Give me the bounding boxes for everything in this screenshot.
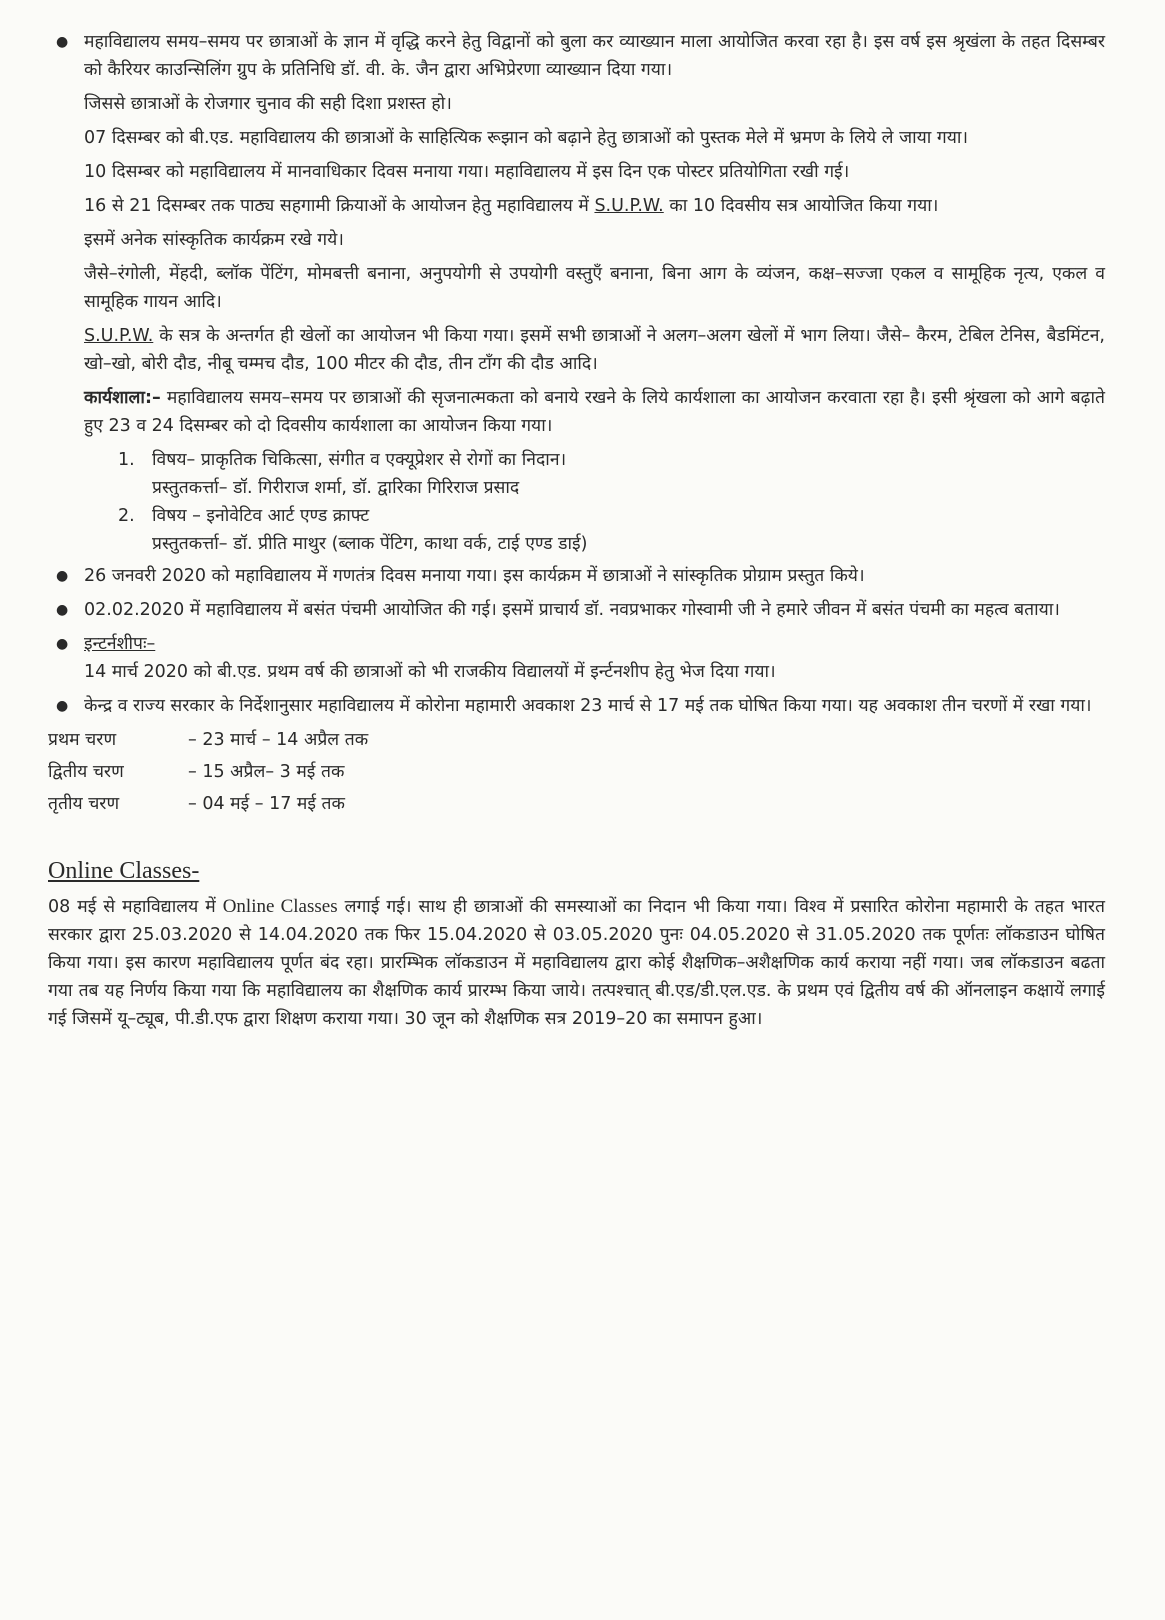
activities-list-para: जैसे–रंगोली, मेंहदी, ब्लॉक पेंटिंग, मोमबत्ती बनाना, अनुपयोगी से उपयोगी वस्तुएँ बनाना, बिना आग के व्यंजन, कक्ष–सज्जा एकल व सामूहिक नृत्य, एकल व सामूहिक गायन आदि।: [84, 264, 1105, 312]
phase-range: – 04 मई – 17 मई तक: [188, 794, 345, 814]
leave-phase-table: [48, 726, 368, 822]
workshop-list: [118, 446, 1105, 558]
phase-name: द्वितीय चरण: [48, 762, 124, 782]
online-classes-para: [48, 893, 1105, 1033]
cultural-programs-line: इसमें अनेक सांस्कृतिक कार्यक्रम रखे गये।: [84, 230, 344, 250]
workshop-presenter: प्रस्तुतकर्त्ता– डॉ. गिरीराज शर्मा, डॉ. द्वारिका गिरिराज प्रसाद: [152, 478, 520, 498]
corona-leave-para: ● केन्द्र व राज्य सरकार के निर्देशानुसार महाविद्यालय में कोरोना महामारी अवकाश 23 मार्च से 17 मई तक घोषित किया गया। यह अवकाश तीन चरणों में रखा गया।: [48, 692, 1105, 720]
phase-range: – 23 मार्च – 14 अप्रैल तक: [188, 730, 369, 750]
sports-text: के सत्र के अन्तर्गत ही खेलों का आयोजन भी किया गया। इसमें सभी छात्राओं ने अलग–अलग खेलों में भाग लिया। जैसे– कैरम, टेबिल टेनिस, बैडमिंटन, खो–खो, बोरी दौड, नीबू चम्मच दौड, 100 मीटर की दौड, तीन टाँग की दौड आदि।: [84, 326, 1105, 374]
online-text-c: लगाई गई। साथ ही छात्राओं की समस्याओं का निदान भी किया गया। विश्व में प्रसारित कोरोना महामारी के तहत भारत सरकार द्वारा 25.03.2020 से 14.04.2020 तक फिर 15.04.2020 से 03.05.2020 पुनः 04.05.2020 से 31.05.2020 तक पूर्णतः लॉकडाउन घोषित किया गया। इस कारण महाविद्यालय पूर्णत बंद रहा। प्रारम्भिक लॉकडाउन में महाविद्यालय द्वारा कोई शैक्षणिक–अशैक्षणिक कार्य कराया नहीं गया। जब लॉकडाउन बढता गया तब यह निर्णय किया गया कि महाविद्यालय का शैक्षणिक कार्य प्रारम्भ किया जाये। तत्पश्चात् बी.एड/डी.एल.एड. के प्रथम एवं द्वितीय वर्ष की ऑनलाइन कक्षायें लगाई गई जिसमें यू–ट्यूब, पी.डी.एफ द्वारा शिक्षण कराया गया। 30 जून को शैक्षणिक सत्र 2019–20 का समापन हुआ।: [48, 897, 1105, 1029]
workshop-item-2: [118, 502, 1105, 558]
phase-row: [48, 758, 368, 790]
sports-para: [48, 322, 1105, 378]
supw-session-para: [48, 192, 1105, 220]
online-classes-heading: Online Classes-: [48, 858, 200, 884]
workshop-text: महाविद्यालय समय–समय पर छात्राओं की सृजनात्मकता को बनाये रखने के लिये कार्यशाला का आयोजन करवाता रहा है। इसी श्रृंखला को आगे बढ़ाते हुए 23 व 24 दिसम्बर को दो दिवसीय कार्यशाला का आयोजन किया गया।: [84, 388, 1105, 436]
supw-label-sports: S.U.P.W.: [84, 326, 154, 346]
online-classes-term: Online Classes: [222, 896, 338, 917]
supw-session-text-b: का 10 दिवसीय सत्र आयोजित किया गया।: [669, 196, 939, 216]
workshop-item-1: [118, 446, 1105, 502]
internship-title: [48, 630, 1105, 658]
lecture-series-para: ● महाविद्यालय समय–समय पर छात्राओं के ज्ञान में वृद्धि करने हेतु विद्वानों को बुला कर व्याख्यान माला आयोजित करवा रहा है। इस वर्ष इस श्रृखंला के तहत दिसम्बर को कैरियर काउन्सिलिंग ग्रुप के प्रतिनिधि डॉ. वी. के. जैन द्वारा अभिप्रेरणा व्याख्यान दिया गया।: [48, 28, 1105, 84]
workshop-label: कार्यशाला:–: [84, 388, 161, 408]
phase-row: [48, 790, 368, 822]
republic-day-para: ● 26 जनवरी 2020 को महाविद्यालय में गणतंत्र दिवस मनाया गया। इस कार्यक्रम में छात्राओं ने सांस्कृतिक प्रोग्राम प्रस्तुत किये।: [48, 562, 1105, 590]
workshop-num: 1.: [118, 450, 135, 470]
internship-heading: इन्टर्नशीपः–: [84, 634, 156, 654]
phase-row: [48, 726, 368, 758]
book-fair-para: 07 दिसम्बर को बी.एड. महाविद्यालय की छात्राओं के साहित्यिक रूझान को बढ़ाने हेतु छात्राओं को पुस्तक मेले में भ्रमण के लिये ले जाया गया।: [84, 128, 969, 148]
internship-text: 14 मार्च 2020 को बी.एड. प्रथम वर्ष की छात्राओं को भी राजकीय विद्यालयों में इर्न्टनशीप हेतु भेज दिया गया।: [84, 662, 776, 682]
workshop-para: [48, 384, 1105, 440]
supw-label: S.U.P.W.: [594, 196, 664, 216]
basant-panchami-para: ● 02.02.2020 में महाविद्यालय में बसंत पंचमी आयोजित की गई। इसमें प्राचार्य डॉ. नवप्रभाकर गोस्वामी जी ने हमारे जीवन में बसंत पंचमी का महत्व बताया।: [48, 596, 1105, 624]
workshop-presenter: प्रस्तुतकर्त्ता– डॉ. प्रीति माथुर (ब्लाक पेंटिग, काथा वर्क, टाई एण्ड डाई): [152, 534, 588, 554]
workshop-topic: विषय – इनोवेटिव आर्ट एण्ड क्राफ्ट: [152, 506, 370, 526]
phase-name: तृतीय चरण: [48, 794, 120, 814]
human-rights-day-para: 10 दिसम्बर को महाविद्यालय में मानवाधिकार दिवस मनाया गया। महाविद्यालय में इस दिन एक पोस्टर प्रतियोगिता रखी गई।: [84, 162, 850, 182]
supw-session-text-a: 16 से 21 दिसम्बर तक पाठ्य सहगामी क्रियाओं के आयोजन हेतु महाविद्यालय में: [84, 196, 589, 216]
phase-range: – 15 अप्रैल– 3 मई तक: [188, 762, 345, 782]
online-text-a: 08 मई से महाविद्यालय में: [48, 897, 216, 917]
workshop-topic: विषय– प्राकृतिक चिकित्सा, संगीत व एक्यूप्रेशर से रोगों का निदान।: [152, 450, 567, 470]
phase-name: प्रथम चरण: [48, 730, 117, 750]
career-direction-line: जिससे छात्राओं के रोजगार चुनाव की सही दिशा प्रशस्त हो।: [84, 94, 452, 114]
workshop-num: 2.: [118, 506, 135, 526]
